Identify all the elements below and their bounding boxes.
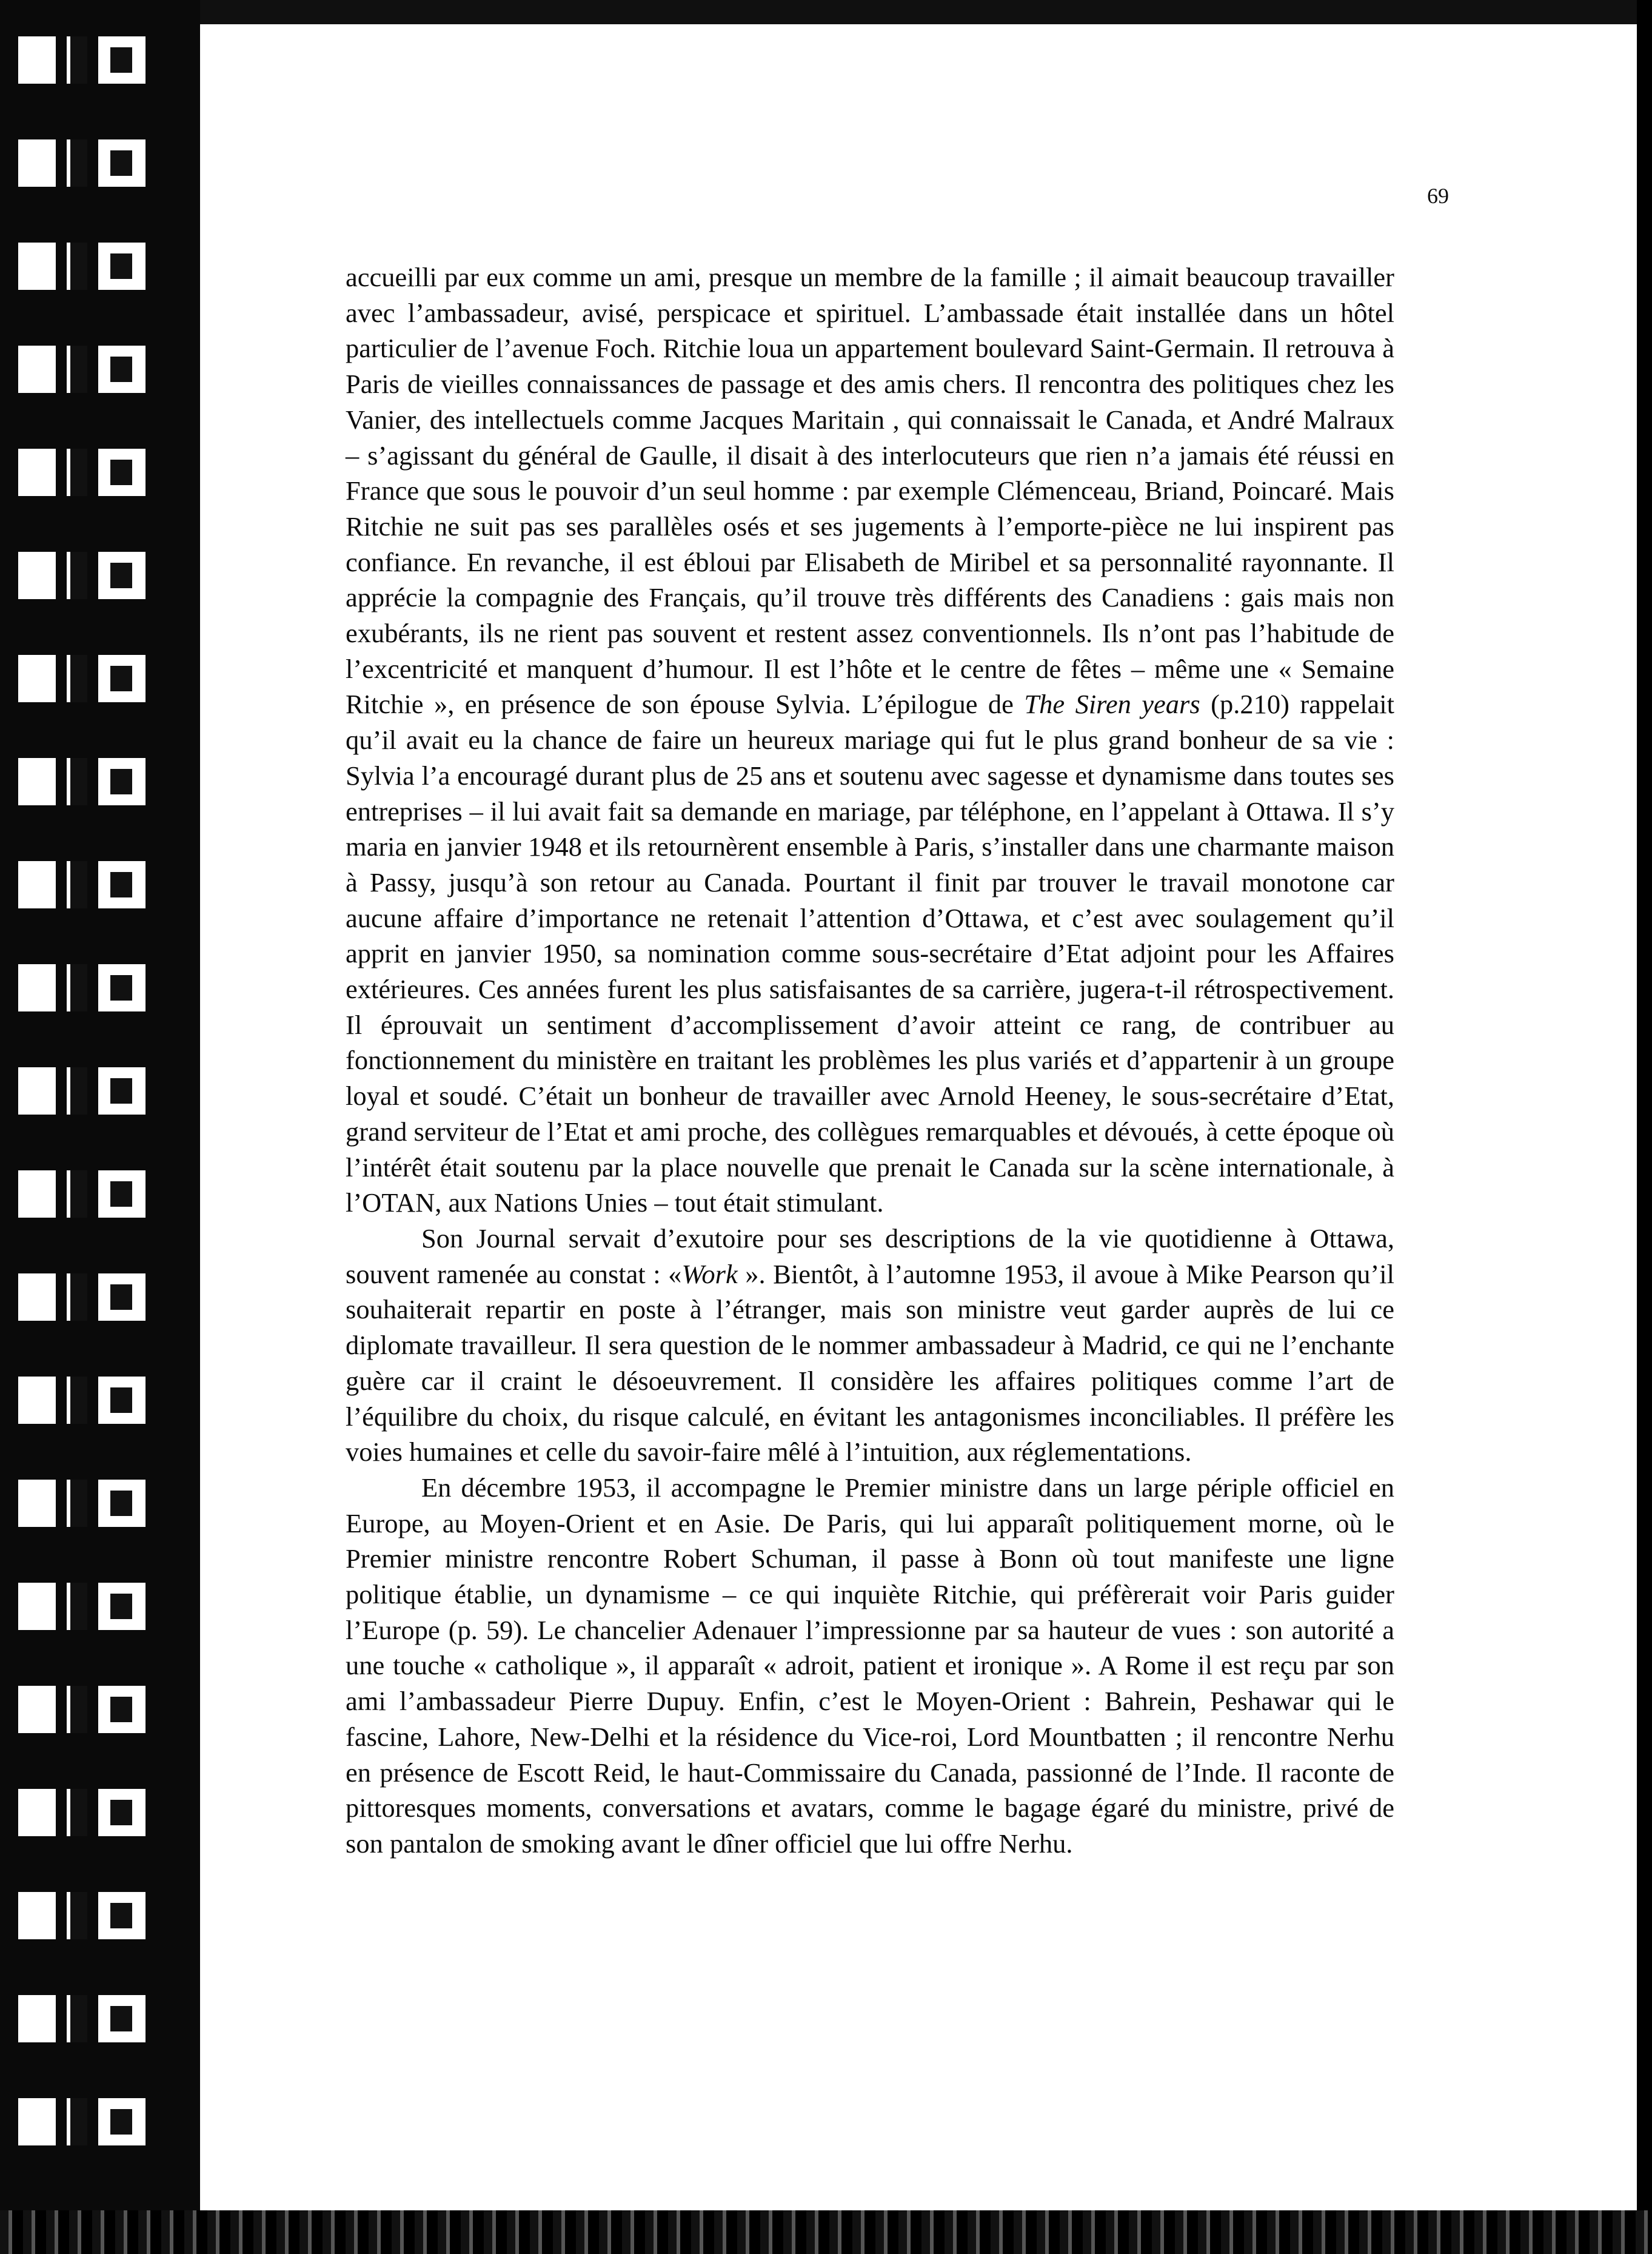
paragraph-1-text-b: (p.210) rappelait qu’il avait eu la chance de faire un heureux mariage qui fut le plus grand bonheur de sa vie : Sylvia l’a encouragé durant plus de 25 ans et soutenu avec sagesse et dynamisme dans toutes ses entreprises – il lui avait fait sa demande en mariage, par téléphone, en l’appelant à Ottawa. Il s’y maria en janvier 1948 et ils retournèrent ensemble à Paris, s’installer dans une charmante maison à Passy, jusqu’à son retour au Canada. Pourtant il finit par trouver le travail monotone car aucune affaire d’importance ne retenait l’attention d’Ottawa, et c’est avec soulagement qu’il apprit en janvier 1950, sa nomination comme sous-secrétaire d’Etat adjoint pour les Affaires extérieures. Ces années furent les plus satisfaisantes de sa carrière, jugera-t-il rétrospectivement. Il éprouvait un sentiment d’accomplissement d’avoir atteint ce rang, de contribuer au fonctionnement du ministère en traitant les problèmes les plus variés et d’appartenir à un groupe loyal et soudé. C’était un bonheur de travailler avec Arnold Heeney, le sous-secrétaire d’Etat, grand serviteur de l’Etat et ami proche, des collègues remarquables et dévoués, à cette époque où l’intérêt était soutenu par la place nouvelle que prenait le Canada sur la scène internationale, à l’OTAN, aux Nations Unies – tout était stimulant. [346, 689, 1394, 1218]
binding-coil [18, 552, 170, 599]
binding-coil [18, 758, 170, 805]
paragraph-1 [346, 260, 1394, 1221]
binding-coil [18, 36, 170, 84]
binding-coil [18, 1686, 170, 1733]
scan-right-border [1637, 0, 1652, 2254]
binding-coil [18, 964, 170, 1011]
book-title-siren-years: The Siren years [1024, 689, 1200, 720]
binding-coil [18, 139, 170, 187]
binding-coil [18, 1377, 170, 1424]
binding-coil [18, 2098, 170, 2145]
binding-coil [18, 1789, 170, 1836]
binding-coil [18, 1480, 170, 1527]
binding-coil [18, 1995, 170, 2042]
paragraph-3 [346, 1470, 1394, 1862]
body-text [346, 260, 1394, 1862]
document-page [200, 24, 1637, 2210]
binding-coil [18, 861, 170, 908]
paragraph-2 [346, 1221, 1394, 1470]
page-number: 69 [1427, 184, 1449, 208]
spiral-binding [0, 0, 200, 2254]
quoted-word-work: Work [681, 1258, 738, 1289]
scan-bottom-border [0, 2210, 1652, 2254]
binding-coil [18, 1067, 170, 1115]
binding-coil [18, 243, 170, 290]
binding-coil [18, 346, 170, 393]
binding-coil [18, 1273, 170, 1321]
paragraph-2-text-b: ». Bientôt, à l’automne 1953, il avoue à Mike Pearson qu’il souhaiterait repartir en poste à l’étranger, mais son ministre veut garder auprès de lui ce diplomate travailleur. Il sera question de le nommer ambassadeur à Madrid, ce qui ne l’enchante guère car il craint le désoeuvrement. Il considère les affaires politiques comme l’art de l’équilibre du choix, du risque calculé, en évitant les antagonismes inconciliables. Il préfère les voies humaines et celle du savoir-faire mêlé à l’intuition, aux réglementations. [346, 1258, 1394, 1467]
binding-coil [18, 1583, 170, 1630]
paragraph-3-text: En décembre 1953, il accompagne le Premier ministre dans un large périple officiel en Europe, au Moyen-Orient et en Asie. De Paris, qui lui apparaît politiquement morne, où le Premier ministre rencontre Robert Schuman, il passe à Bonn où tout manifeste une ligne politique établie, un dynamisme – ce qui inquiète Ritchie, qui préfèrerait voir Paris guider l’Europe (p. 59). Le chancelier Adenauer l’impressionne par sa hauteur de vues : son autorité a une touche « catholique », il apparaît « adroit, patient et ironique ». A Rome il est reçu par son ami l’ambassadeur Pierre Dupuy. Enfin, c’est le Moyen-Orient : Bahrein, Peshawar qui le fascine, Lahore, New-Delhi et la résidence du Vice-roi, Lord Mountbatten ; il rencontre Nerhu en présence de Escott Reid, le haut-Commissaire du Canada, passionné de l’Inde. Il raconte de pittoresques moments, conversations et avatars, comme le bagage égaré du ministre, privé de son pantalon de smoking avant le dîner officiel que lui offre Nerhu. [346, 1472, 1394, 1859]
paragraph-2-text-a: Son Journal servait d’exutoire pour ses descriptions de la vie quotidienne à Ottawa, souvent ramenée au constat : « [346, 1223, 1394, 1289]
binding-coil [18, 1892, 170, 1939]
binding-coil [18, 655, 170, 702]
binding-coil [18, 449, 170, 496]
paragraph-1-text-a: accueilli par eux comme un ami, presque un membre de la famille ; il aimait beaucoup travailler avec l’ambassadeur, avisé, perspicace et spirituel. L’ambassade était installée dans un hôtel particulier de l’avenue Foch. Ritchie loua un appartement boulevard Saint-Germain. Il retrouva à Paris de vieilles connaissances de passage et des amis chers. Il rencontra des politiques chez les Vanier, des intellectuels comme Jacques Maritain , qui connaissait le Canada, et André Malraux – s’agissant du général de Gaulle, il disait à des interlocuteurs que rien n’a jamais été réussi en France que sous le pouvoir d’un seul homme : par exemple Clémenceau, Briand, Poincaré. Mais Ritchie ne suit pas ses parallèles osés et ses jugements à l’emporte-pièce ne lui inspirent pas confiance. En revanche, il est ébloui par Elisabeth de Miribel et sa personnalité rayonnante. Il apprécie la compagnie des Français, qu’il trouve très différents des Canadiens : gais mais non exubérants, ils ne rient pas souvent et restent assez conventionnels. Ils n’ont pas l’habitude de l’excentricité et manquent d’humour. Il est l’hôte et le centre de fêtes – même une « Semaine Ritchie », en présence de son épouse Sylvia. L’épilogue de [346, 262, 1394, 720]
scan-top-border [200, 0, 1652, 24]
binding-coil [18, 1170, 170, 1218]
